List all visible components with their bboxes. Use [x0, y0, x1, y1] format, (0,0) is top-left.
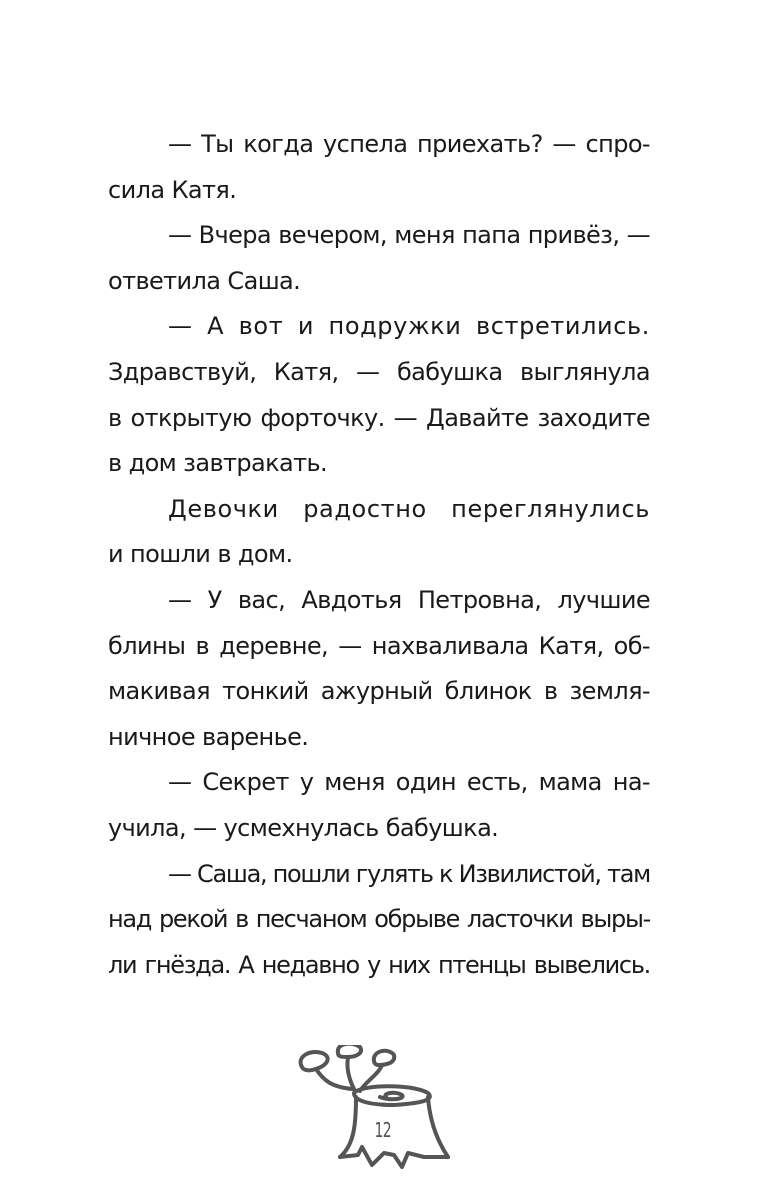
- text-line: макивая тонкий ажурный блинок в земля-: [108, 677, 650, 706]
- text-line: ничное варенье.: [108, 722, 309, 751]
- text-line: — А вот и подружки встретились.: [168, 312, 650, 341]
- text-line: — Вчера вечером, меня папа привёз, —: [168, 221, 650, 250]
- text-line: — Ты когда успела приехать? — спро-: [168, 130, 650, 158]
- text-line: блины в деревне, — нахваливала Катя, об-: [108, 631, 650, 660]
- text-line: над рекой в песчаном обрыве ласточки выры-: [108, 905, 650, 934]
- text-line: и пошли в дом.: [108, 540, 293, 569]
- text-line: ли гнёзда. А недавно у них птенцы вывелись.: [108, 950, 650, 979]
- text-line: Девочки радостно переглянулись: [168, 494, 650, 523]
- text-line: Здравствуй, Катя, — бабушка выглянула: [108, 357, 650, 386]
- text-line: учила, — усмехнулась бабушка.: [108, 813, 499, 842]
- tree-stump-mushroom-icon: [290, 1045, 475, 1185]
- text-line: в дом завтракать.: [108, 449, 328, 478]
- text-line: — Саша, пошли гулять к Извилистой, там: [168, 859, 650, 888]
- page-number: 12: [374, 1118, 391, 1142]
- page-text: [108, 122, 650, 988]
- text-line: в открытую форточку. — Давайте заходите: [108, 403, 650, 432]
- text-line: — Секрет у меня один есть, мама на-: [168, 768, 650, 797]
- text-line: ответила Саша.: [108, 266, 301, 295]
- text-line: — У вас, Авдотья Петровна, лучшие: [168, 585, 650, 614]
- text-line: сила Катя.: [108, 175, 237, 204]
